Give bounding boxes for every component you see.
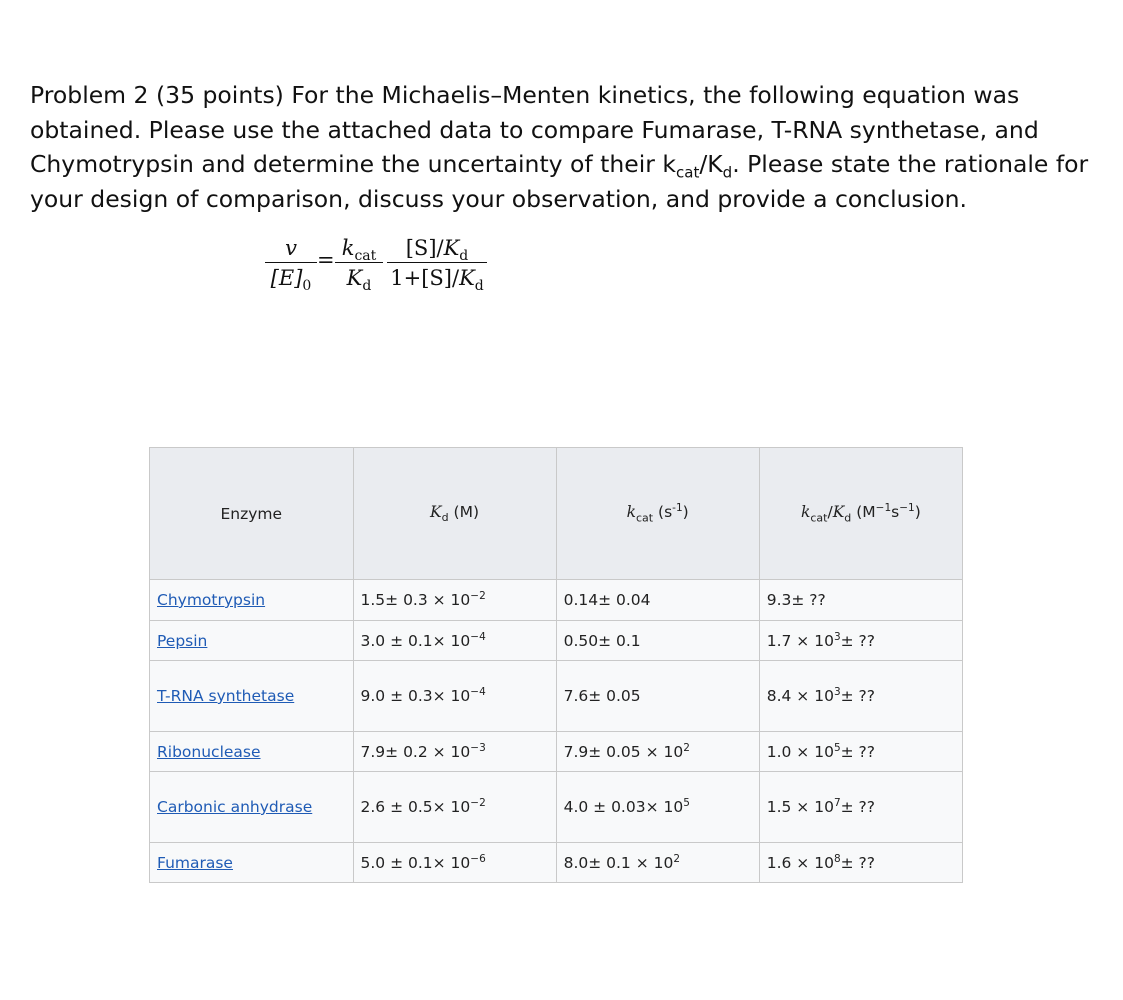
- header-kcat-over-kd: $k_{cat}/K_d$ $(M^{-1}s^{-1})$: [759, 448, 962, 580]
- middle-numerator: $k_{cat}$: [341, 236, 377, 265]
- table-header-row: [150, 448, 963, 580]
- rhs-denominator: $1+[S]/K_d$: [390, 266, 484, 295]
- middle-denominator: $K_d$: [346, 266, 372, 295]
- enzyme-link-ribonuclease[interactable]: Ribonuclease: [157, 742, 261, 761]
- kd-cell: $9.0 \pm 0.3\times 10^{-4}$: [353, 661, 556, 732]
- kd-cell: $2.6 \pm 0.5\times 10^{-2}$: [353, 772, 556, 843]
- header-kcat: $k_{cat}$ $(s^{-1})$: [556, 448, 759, 580]
- enzyme-link-carbonic-anhydrase[interactable]: Carbonic anhydrase: [157, 798, 313, 816]
- middle-fraction: [335, 236, 383, 295]
- table-row: [150, 661, 963, 732]
- kcat-cell: 0.50± 0.1: [556, 621, 759, 661]
- kd-cell: $5.0 \pm 0.1\times 10^{-6}$: [353, 843, 556, 883]
- enzyme-link-pepsin[interactable]: Pepsin: [157, 631, 208, 650]
- table-row: [150, 621, 963, 661]
- problem-text-part1: Problem 2 (35 points) For the Michaelis–Menten kinetics, the following equation was obtained. Please use the attached data to compare Fumarase, T-RNA synthetase, and Chymotrypsin and determine the uncertainty of their k: [30, 81, 1039, 179]
- kcat-cell: 7.6± 0.05: [556, 661, 759, 732]
- ratio-cell: $1.6 \times 10^8\pm$ ??: [759, 843, 962, 883]
- lhs-numerator: v: [285, 236, 297, 260]
- header-kd: $K_d$ (M): [353, 448, 556, 580]
- enzyme-cell: [150, 732, 354, 772]
- ratio-cell: $8.4 \times 10^3\pm$ ??: [759, 661, 962, 732]
- problem-sub-d: d: [722, 164, 733, 183]
- enzyme-link-chymotrypsin[interactable]: Chymotrypsin: [157, 591, 266, 609]
- lhs-denominator: $[E]_0$: [270, 266, 312, 295]
- ratio-cell: $1.0 \times 10^5\pm$ ??: [759, 732, 962, 772]
- rhs-fraction: [387, 236, 487, 295]
- table-row: [150, 843, 963, 883]
- kcat-cell: $4.0 \pm 0.03\times 10^5$: [556, 772, 759, 843]
- enzyme-cell: [150, 580, 354, 621]
- rhs-fraction-bar: [387, 262, 487, 263]
- enzyme-cell: [150, 772, 354, 843]
- lhs-fraction: [265, 236, 317, 295]
- kcat-cell: 0.14± 0.04: [556, 580, 759, 621]
- enzyme-cell: [150, 661, 354, 732]
- equals-sign: =: [317, 248, 335, 272]
- ratio-cell: $1.7 \times 10^3\pm$ ??: [759, 621, 962, 661]
- enzyme-cell: [150, 621, 354, 661]
- lhs-fraction-bar: [265, 262, 317, 263]
- enzyme-link-fumarase[interactable]: Fumarase: [157, 853, 233, 872]
- enzyme-data-table: [149, 447, 963, 883]
- table-row: [150, 772, 963, 843]
- ratio-cell: $1.5 \times 10^7\pm$ ??: [759, 772, 962, 843]
- table-row: [150, 580, 963, 621]
- enzyme-cell: [150, 843, 354, 883]
- problem-sub-cat: cat: [676, 164, 700, 183]
- header-enzyme: Enzyme: [150, 448, 354, 580]
- kd-cell: $3.0 \pm 0.1\times 10^{-4}$: [353, 621, 556, 661]
- problem-statement: [30, 78, 1100, 217]
- table-row: [150, 732, 963, 772]
- problem-text-part2: . Please state the rationale for your design of comparison, discuss your observation, and provide a conclusion.: [30, 150, 1089, 214]
- ratio-cell: 9.3± ??: [759, 580, 962, 621]
- rhs-numerator: $[S]/K_d$: [405, 236, 469, 265]
- kd-cell: $7.9\pm 0.2 \times 10^{-3}$: [353, 732, 556, 772]
- kd-cell: $1.5\pm 0.3 \times 10^{-2}$: [353, 580, 556, 621]
- problem-slash-k: /K: [699, 150, 723, 179]
- kcat-cell: $8.0\pm 0.1 \times 10^2$: [556, 843, 759, 883]
- enzyme-link-t-rna-synthetase[interactable]: T-RNA synthetase: [157, 687, 295, 705]
- kcat-cell: $7.9\pm 0.05 \times 10^2$: [556, 732, 759, 772]
